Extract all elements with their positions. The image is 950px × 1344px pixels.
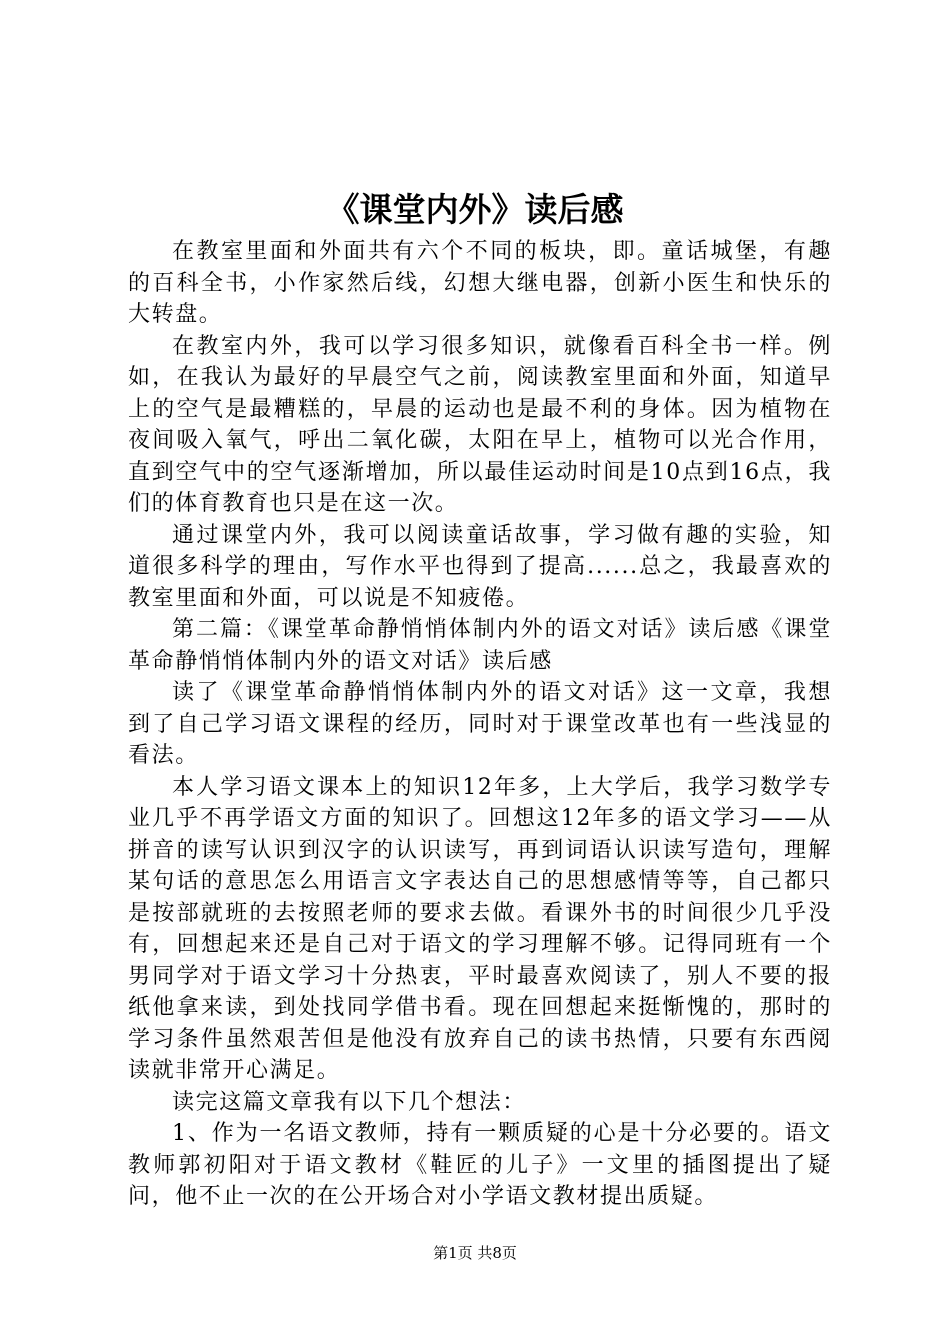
paragraph: 读了《课堂革命静悄悄体制内外的语文对话》这一文章，我想到了自己学习语文课程的经历，同时对于课堂改革也有一些浅显的看法。 xyxy=(128,680,832,768)
document-title: 《课堂内外》读后感 xyxy=(326,190,624,229)
paragraph: 读完这篇文章我有以下几个想法： xyxy=(172,1089,527,1115)
paragraph: 在教室内外，我可以学习很多知识，就像看百科全书一样。例如，在我认为最好的早晨空气之前，阅读教室里面和外面，知道早上的空气是最糟糕的，早晨的运动也是最不利的身体。因为植物在夜间吸入氧气，呼出二氧化碳，太阳在早上，植物可以光合作用，直到空气中的空气逐渐增加，所以最佳运动时间是10点到16点，我们的体育教育也只是在这一次。 xyxy=(128,333,832,516)
paragraph: 在教室里面和外面共有六个不同的板块，即。童话城堡，有趣的百科全书，小作家然后线，幻想大继电器，创新小医生和快乐的大转盘。 xyxy=(128,239,832,327)
paragraph: 通过课堂内外，我可以阅读童话故事，学习做有趣的实验，知道很多科学的理由，写作水平也得到了提高......总之，我最喜欢的教室里面和外面，可以说是不知疲倦。 xyxy=(128,522,832,611)
paragraph: 第二篇：《课堂革命静悄悄体制内外的语文对话》读后感《课堂革命静悄悄体制内外的语文对话》读后感 xyxy=(128,617,832,674)
paragraph: 本人学习语文课本上的知识12年多，上大学后，我学习数学专业几乎不再学语文方面的知识了。回想这12年多的语文学习——从拼音的读写认识到汉字的认识读写，再到词语认识读写造句，理解某句话的意思怎么用语言文字表达自己的思想感情等等，自己都只是按部就班的去按照老师的要求去做。看课外书的时间很少几乎没有，回想起来还是自己对于语文的学习理解不够。记得同班有一个男同学对于语文学习十分热衷，平时最喜欢阅读了，别人不要的报纸他拿来读，到处找同学借书看。现在回想起来挺惭愧的，那时的学习条件虽然艰苦但是他没有放弃自己的读书热情，只要有东西阅读就非常开心满足。 xyxy=(128,774,832,1083)
page-number-footer: 第1页 共8页 xyxy=(433,1244,517,1262)
paragraph: 1、作为一名语文教师，持有一颗质疑的心是十分必要的。语文教师郭初阳对于语文教材《鞋匠的儿子》一文里的插图提出了疑问，他不止一次的在公开场合对小学语文教材提出质疑。 xyxy=(128,1121,832,1209)
document-body xyxy=(128,236,832,1213)
